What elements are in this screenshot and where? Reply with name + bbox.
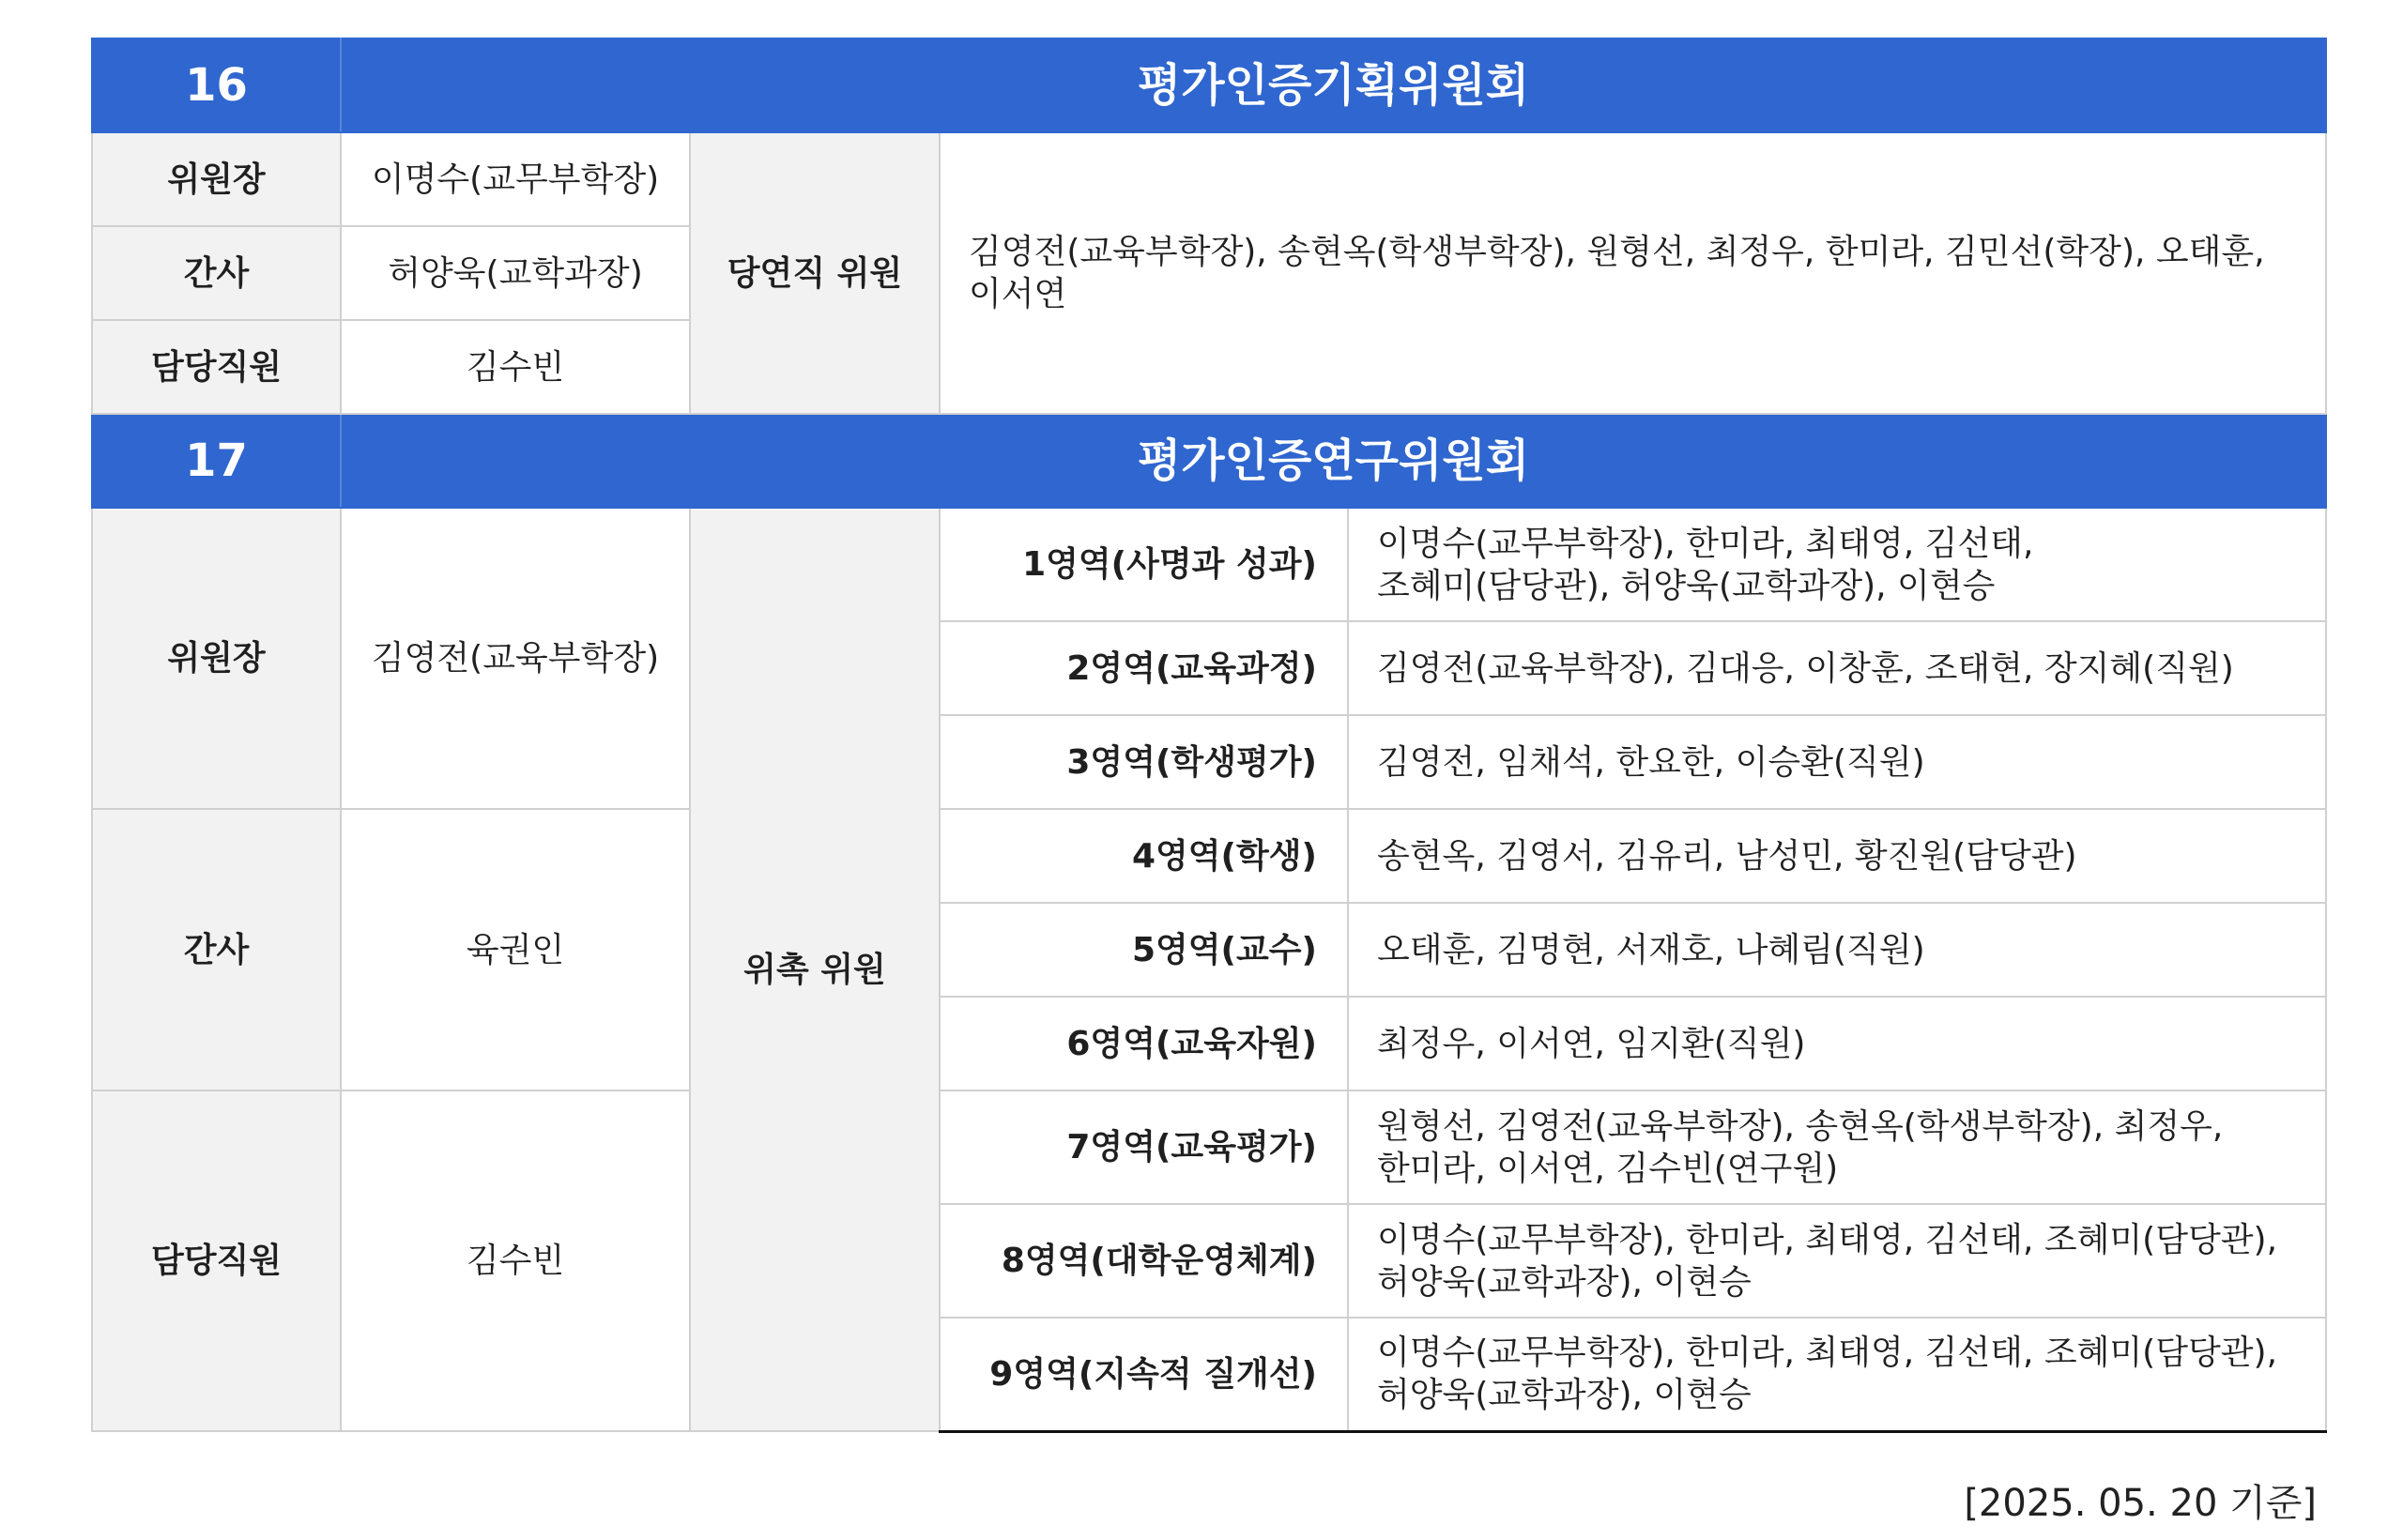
area-name: 3영역(학생평가)	[940, 715, 1348, 809]
area-name: 2영역(교육과정)	[940, 621, 1348, 715]
secretary-label: 간사	[92, 226, 341, 320]
table-row	[92, 1090, 2326, 1204]
area-name: 8영역(대학운영체계)	[940, 1204, 1348, 1318]
secretary-label: 간사	[92, 809, 341, 1090]
area-members: 김영전, 임채석, 한요한, 이승환(직원)	[1348, 715, 2326, 809]
area-members: 오태훈, 김명현, 서재호, 나혜림(직원)	[1348, 903, 2326, 997]
area-members: 이명수(교무부학장), 한미라, 최태영, 김선태, 조혜미(담당관), 허양욱(교학과장), 이현승	[1348, 1318, 2326, 1431]
area-members: 원형선, 김영전(교육부학장), 송현옥(학생부학장), 최정우, 한미라, 이서연, 김수빈(연구원)	[1348, 1090, 2326, 1204]
chair-label: 위원장	[92, 132, 341, 226]
committee-number: 16	[92, 38, 341, 132]
staff-label: 담당직원	[92, 1090, 341, 1431]
reference-date-note: [2025. 05. 20 기준]	[1964, 1482, 2317, 1525]
area-name: 5영역(교수)	[940, 903, 1348, 997]
area-name: 1영역(사명과 성과)	[940, 508, 1348, 621]
table-row	[92, 809, 2326, 903]
area-members: 김영전(교육부학장), 김대응, 이창훈, 조태현, 장지혜(직원)	[1348, 621, 2326, 715]
committee-17-header	[92, 414, 2326, 508]
committee-title: 평가인증기획위원회	[341, 38, 2326, 132]
area-members: 이명수(교무부학장), 한미라, 최태영, 김선태, 조혜미(담당관), 허양욱(교학과장), 이현승	[1348, 508, 2326, 621]
staff-label: 담당직원	[92, 320, 341, 414]
committee-table	[91, 38, 2327, 1433]
committee-number: 17	[92, 414, 341, 508]
table-row	[92, 508, 2326, 621]
area-name: 4영역(학생)	[940, 809, 1348, 903]
secretary-value: 육권인	[341, 809, 690, 1090]
secretary-value: 허양욱(교학과장)	[341, 226, 690, 320]
area-members: 최정우, 이서연, 임지환(직원)	[1348, 997, 2326, 1090]
ex-officio-label: 당연직 위원	[690, 132, 940, 414]
chair-value: 이명수(교무부학장)	[341, 132, 690, 226]
table-row	[92, 132, 2326, 226]
area-name: 9영역(지속적 질개선)	[940, 1318, 1348, 1431]
chair-value: 김영전(교육부학장)	[341, 508, 690, 809]
staff-value: 김수빈	[341, 1090, 690, 1431]
ex-officio-members: 김영전(교육부학장), 송현옥(학생부학장), 원형선, 최정우, 한미라, 김민선(학장), 오태훈, 이서연	[940, 132, 2326, 414]
staff-value: 김수빈	[341, 320, 690, 414]
area-members: 송현옥, 김영서, 김유리, 남성민, 황진원(담당관)	[1348, 809, 2326, 903]
area-name: 7영역(교육평가)	[940, 1090, 1348, 1204]
area-members: 이명수(교무부학장), 한미라, 최태영, 김선태, 조혜미(담당관), 허양욱(교학과장), 이현승	[1348, 1204, 2326, 1318]
appointed-label: 위촉 위원	[690, 508, 940, 1431]
committee-title: 평가인증연구위원회	[341, 414, 2326, 508]
chair-label: 위원장	[92, 508, 341, 809]
committee-16-header	[92, 38, 2326, 132]
area-name: 6영역(교육자원)	[940, 997, 1348, 1090]
